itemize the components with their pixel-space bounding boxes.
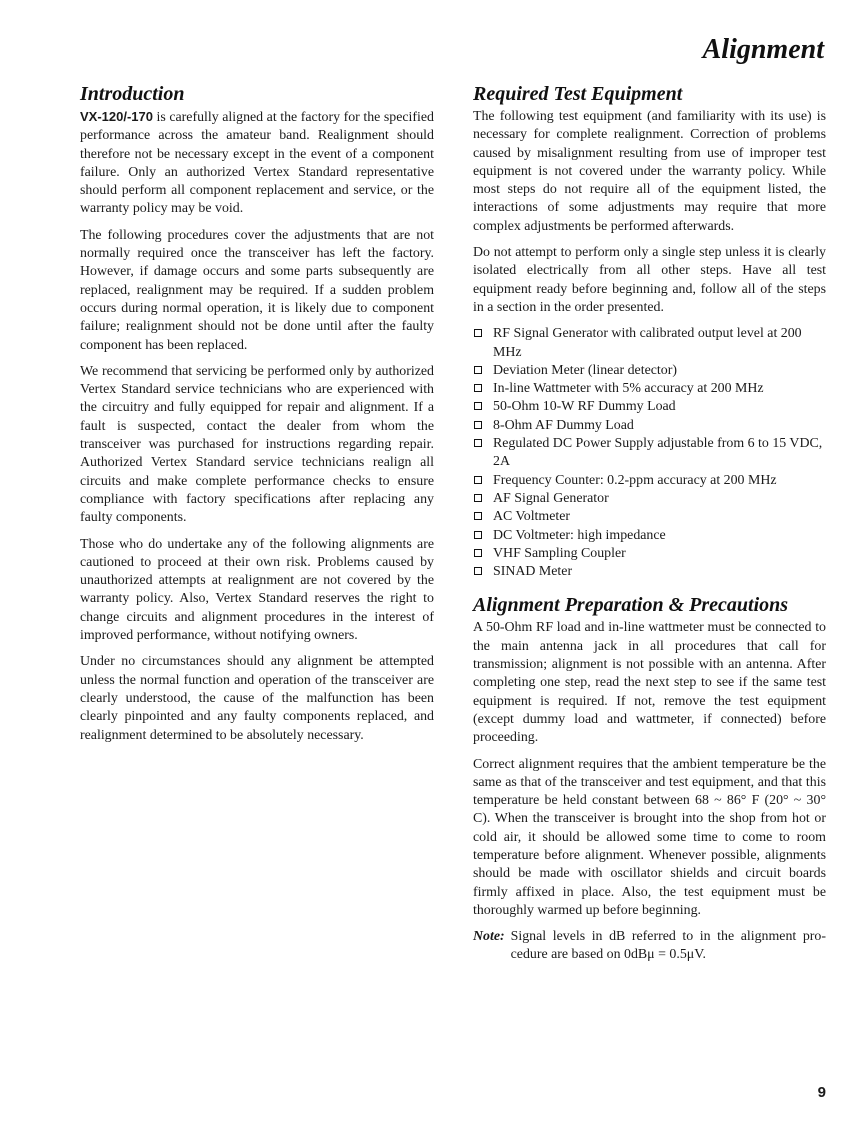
equipment-item-label: 8-Ohm AF Dummy Load	[493, 417, 634, 433]
preparation-heading: Alignment Preparation & Precautions	[473, 594, 789, 617]
equipment-item	[473, 435, 826, 472]
checkbox-icon	[474, 439, 482, 447]
checkbox-icon	[474, 421, 482, 429]
equipment-item-label: Frequency Counter: 0.2-ppm accuracy at 200 MHz	[493, 472, 777, 488]
right-column	[473, 82, 826, 965]
preparation-paragraph-2: Correct alignment requires that the ambient temperature be the same as that of the transceiver and test equipment, and that this temperature be held constant between 68 ~ 86° F (20° ~ 30° C). When the transceiver is brought into the shop from hot or cold air, it should be allowed some time to come to room temperature before alignment. Whenever possible, alignments should be made with oscillator shields and circuit boards firmly affixed in place. Also, the test equipment must be thoroughly warmed up before beginning.	[473, 756, 826, 918]
equipment-item	[473, 380, 826, 398]
equipment-item-label: Deviation Meter (linear detector)	[493, 362, 677, 378]
note-text: Signal levels in dB referred to in the alignment procedure are based on 0dBμ = 0.5μV.	[510, 929, 826, 963]
equipment-item	[473, 527, 826, 545]
introduction-paragraph-2: The following procedures cover the adjustments that are not normally required once the transceiver has left the factory. However, if damage occurs and some parts subsequently are replaced, realignment may be required. If a sudden problem occurs during normal operation, it is likely due to component failure; realignment should not be done until after the faulty component has been replaced.	[80, 227, 434, 353]
equipment-item	[473, 398, 826, 416]
page-number: 9	[817, 1084, 826, 1101]
page-header-title: Alignment	[702, 34, 824, 65]
required-equipment-paragraph-1: The following test equipment (and familiarity with its use) is necessary for complete realignment. Correction of problems caused by misalignment resulting from use of improper test equipment is not covered under the warranty policy. While most steps do not require all of the equipment listed, the interactions of some adjustments may require that more complex adjustments be performed afterwards.	[473, 109, 826, 234]
introduction-paragraph-5: Under no circumstances should any alignment be attempted unless the normal function and operation of the transceiver are clearly understood, the cause of the malfunction has been clearly pinpointed and any faulty components replaced, and realignment determined to be absolutely necessary.	[80, 654, 434, 743]
introduction-paragraph-4: Those who do undertake any of the following alignments are cautioned to proceed at their own risk. Problems caused by unauthorized attempts at realignment are not covered by the warranty policy. Also, Vertex Standard reserves the right to change circuits and alignment procedures in the interest of improved performance, without notifying owners.	[80, 536, 434, 644]
equipment-list	[473, 325, 826, 581]
equipment-item-label: VHF Sampling Coupler	[493, 545, 626, 561]
model-number: VX-120/-170	[80, 109, 153, 124]
checkbox-icon	[474, 494, 482, 502]
equipment-item-label: 50-Ohm 10-W RF Dummy Load	[493, 399, 676, 415]
left-column	[80, 82, 434, 753]
preparation-paragraph-1: A 50-Ohm RF load and in-line wattmeter must be connected to the main antenna jack in all procedures that call for transmission; alignment is not possible with an antenna. After completing one step, read the next step to see if the same test equipment is required. If not, remove the test equipment (except dummy load and wattmeter, if connected) before proceeding.	[473, 620, 826, 746]
checkbox-icon	[474, 329, 482, 337]
checkbox-icon	[474, 384, 482, 392]
introduction-paragraph-1	[80, 108, 434, 219]
checkbox-icon	[474, 531, 482, 539]
equipment-item-label: AF Signal Generator	[493, 490, 609, 506]
equipment-item-label: AC Voltmeter	[493, 509, 571, 525]
equipment-item	[473, 325, 826, 362]
equipment-item	[473, 490, 826, 508]
introduction-paragraph-3: We recommend that servicing be performed only by authorized Vertex Standard service technicians who are experienced with the circuitry and fully equipped for repair and alignment. If a fault is suspected, contact the dealer from whom the transceiver was purchased for instructions regarding repair. Authorized Vertex Standard service technicians realign all circuits and make complete performance checks to ensure compliance with factory specifications after replacing any faulty components.	[80, 363, 434, 526]
equipment-item-label: SINAD Meter	[493, 564, 573, 580]
checkbox-icon	[474, 366, 482, 374]
equipment-item-label: Regulated DC Power Supply adjustable from 6 to 15 VDC, 2A	[493, 436, 823, 470]
required-equipment-heading: Required Test Equipment	[473, 83, 683, 105]
introduction-paragraph-1-text: is carefully aligned at the factory for the specified performance across the amateur band. Realignment should therefore not be necessary except in the event of a component failure. Only an authorized Vertex Standard representative should perform all component replacement and service, or the warranty policy may be void.	[80, 110, 434, 217]
equipment-item	[473, 472, 826, 490]
equipment-item-label: DC Voltmeter: high impedance	[493, 527, 666, 543]
equipment-item	[473, 362, 826, 380]
note	[473, 928, 826, 965]
checkbox-icon	[474, 549, 482, 557]
introduction-heading: Introduction	[80, 83, 185, 105]
equipment-item	[473, 508, 826, 526]
equipment-item	[473, 545, 826, 563]
note-label: Note:	[473, 929, 505, 945]
equipment-item-label: RF Signal Generator with calibrated output level at 200 MHz	[493, 326, 802, 360]
checkbox-icon	[474, 567, 482, 575]
equipment-item-label: In-line Wattmeter with 5% accuracy at 200 MHz	[493, 381, 764, 397]
checkbox-icon	[474, 402, 482, 410]
equipment-item	[473, 417, 826, 435]
required-equipment-paragraph-2: Do not attempt to perform only a single step unless it is clearly isolated electrically from all other steps. Have all test equipment ready before beginning and, follow all of the steps in a section in the order presented.	[473, 245, 826, 315]
checkbox-icon	[474, 512, 482, 520]
equipment-item	[473, 563, 826, 581]
checkbox-icon	[474, 476, 482, 484]
